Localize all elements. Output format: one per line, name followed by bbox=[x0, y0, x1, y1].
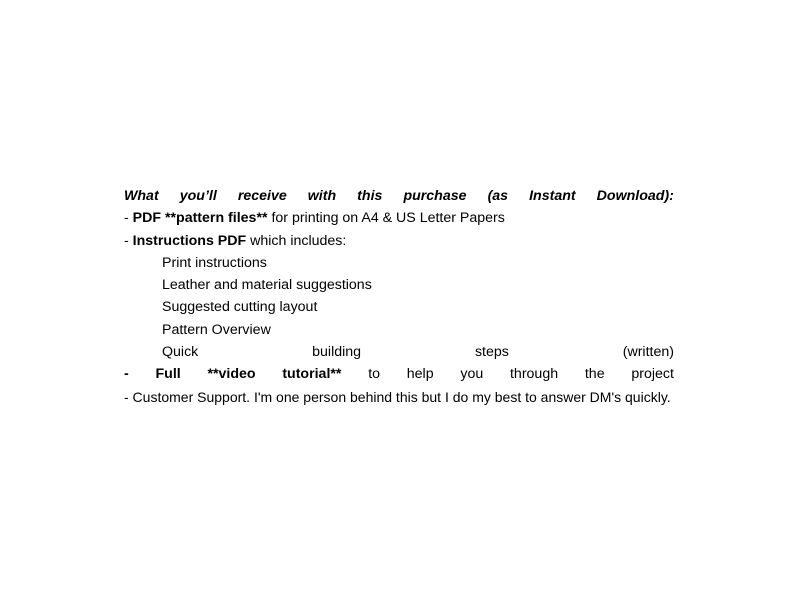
video-tutorial-word: - bbox=[124, 366, 129, 383]
video-tutorial-word: the bbox=[584, 366, 605, 383]
video-tutorial-word: Full bbox=[155, 366, 181, 383]
video-tutorial-word: you bbox=[460, 366, 484, 383]
instructions-pdf-text: which includes: bbox=[246, 232, 347, 249]
sub-item-cutting-layout: Suggested cutting layout bbox=[162, 299, 318, 316]
document-body bbox=[124, 185, 674, 408]
pdf-pattern-files-label: PDF **pattern files** bbox=[132, 210, 268, 227]
heading-word: (as bbox=[487, 188, 509, 204]
video-tutorial-word: through bbox=[509, 366, 559, 383]
line-prefix: - bbox=[124, 232, 133, 249]
sub-item-material-suggestions: Leather and material suggestions bbox=[162, 277, 372, 294]
video-tutorial-word: tutorial** bbox=[282, 366, 342, 383]
quick-steps-word: building bbox=[312, 344, 362, 361]
video-tutorial-line bbox=[124, 363, 674, 385]
customer-support-line: - Customer Support. I'm one person behind this but I do my best to answer DM's quickly. bbox=[124, 388, 671, 405]
heading-word: this bbox=[357, 188, 383, 204]
purchase-heading bbox=[124, 185, 674, 207]
sub-item-quick-steps bbox=[124, 341, 674, 363]
heading-word: Download): bbox=[596, 188, 674, 204]
heading-word: receive bbox=[237, 188, 287, 204]
sub-item-print-instructions: Print instructions bbox=[162, 254, 267, 271]
instructions-pdf-label: Instructions PDF bbox=[132, 232, 247, 249]
line-prefix: - bbox=[124, 210, 133, 227]
quick-steps-word: (written) bbox=[622, 344, 674, 361]
video-tutorial-word: help bbox=[406, 366, 434, 383]
heading-word: you’ll bbox=[179, 188, 217, 204]
instructions-pdf-line bbox=[124, 230, 674, 252]
sub-item-pattern-overview: Pattern Overview bbox=[162, 321, 271, 338]
heading-word: What bbox=[124, 188, 159, 204]
video-tutorial-word: project bbox=[631, 366, 674, 383]
video-tutorial-word: **video bbox=[207, 366, 256, 383]
heading-word: purchase bbox=[403, 188, 467, 204]
pdf-pattern-files-text: for printing on A4 & US Letter Papers bbox=[267, 210, 505, 227]
quick-steps-word: Quick bbox=[162, 344, 199, 361]
heading-word: with bbox=[307, 188, 337, 204]
video-tutorial-word: to bbox=[368, 366, 381, 383]
quick-steps-word: steps bbox=[474, 344, 509, 361]
pdf-pattern-files-line bbox=[124, 207, 674, 229]
heading-word: Instant bbox=[529, 188, 576, 204]
